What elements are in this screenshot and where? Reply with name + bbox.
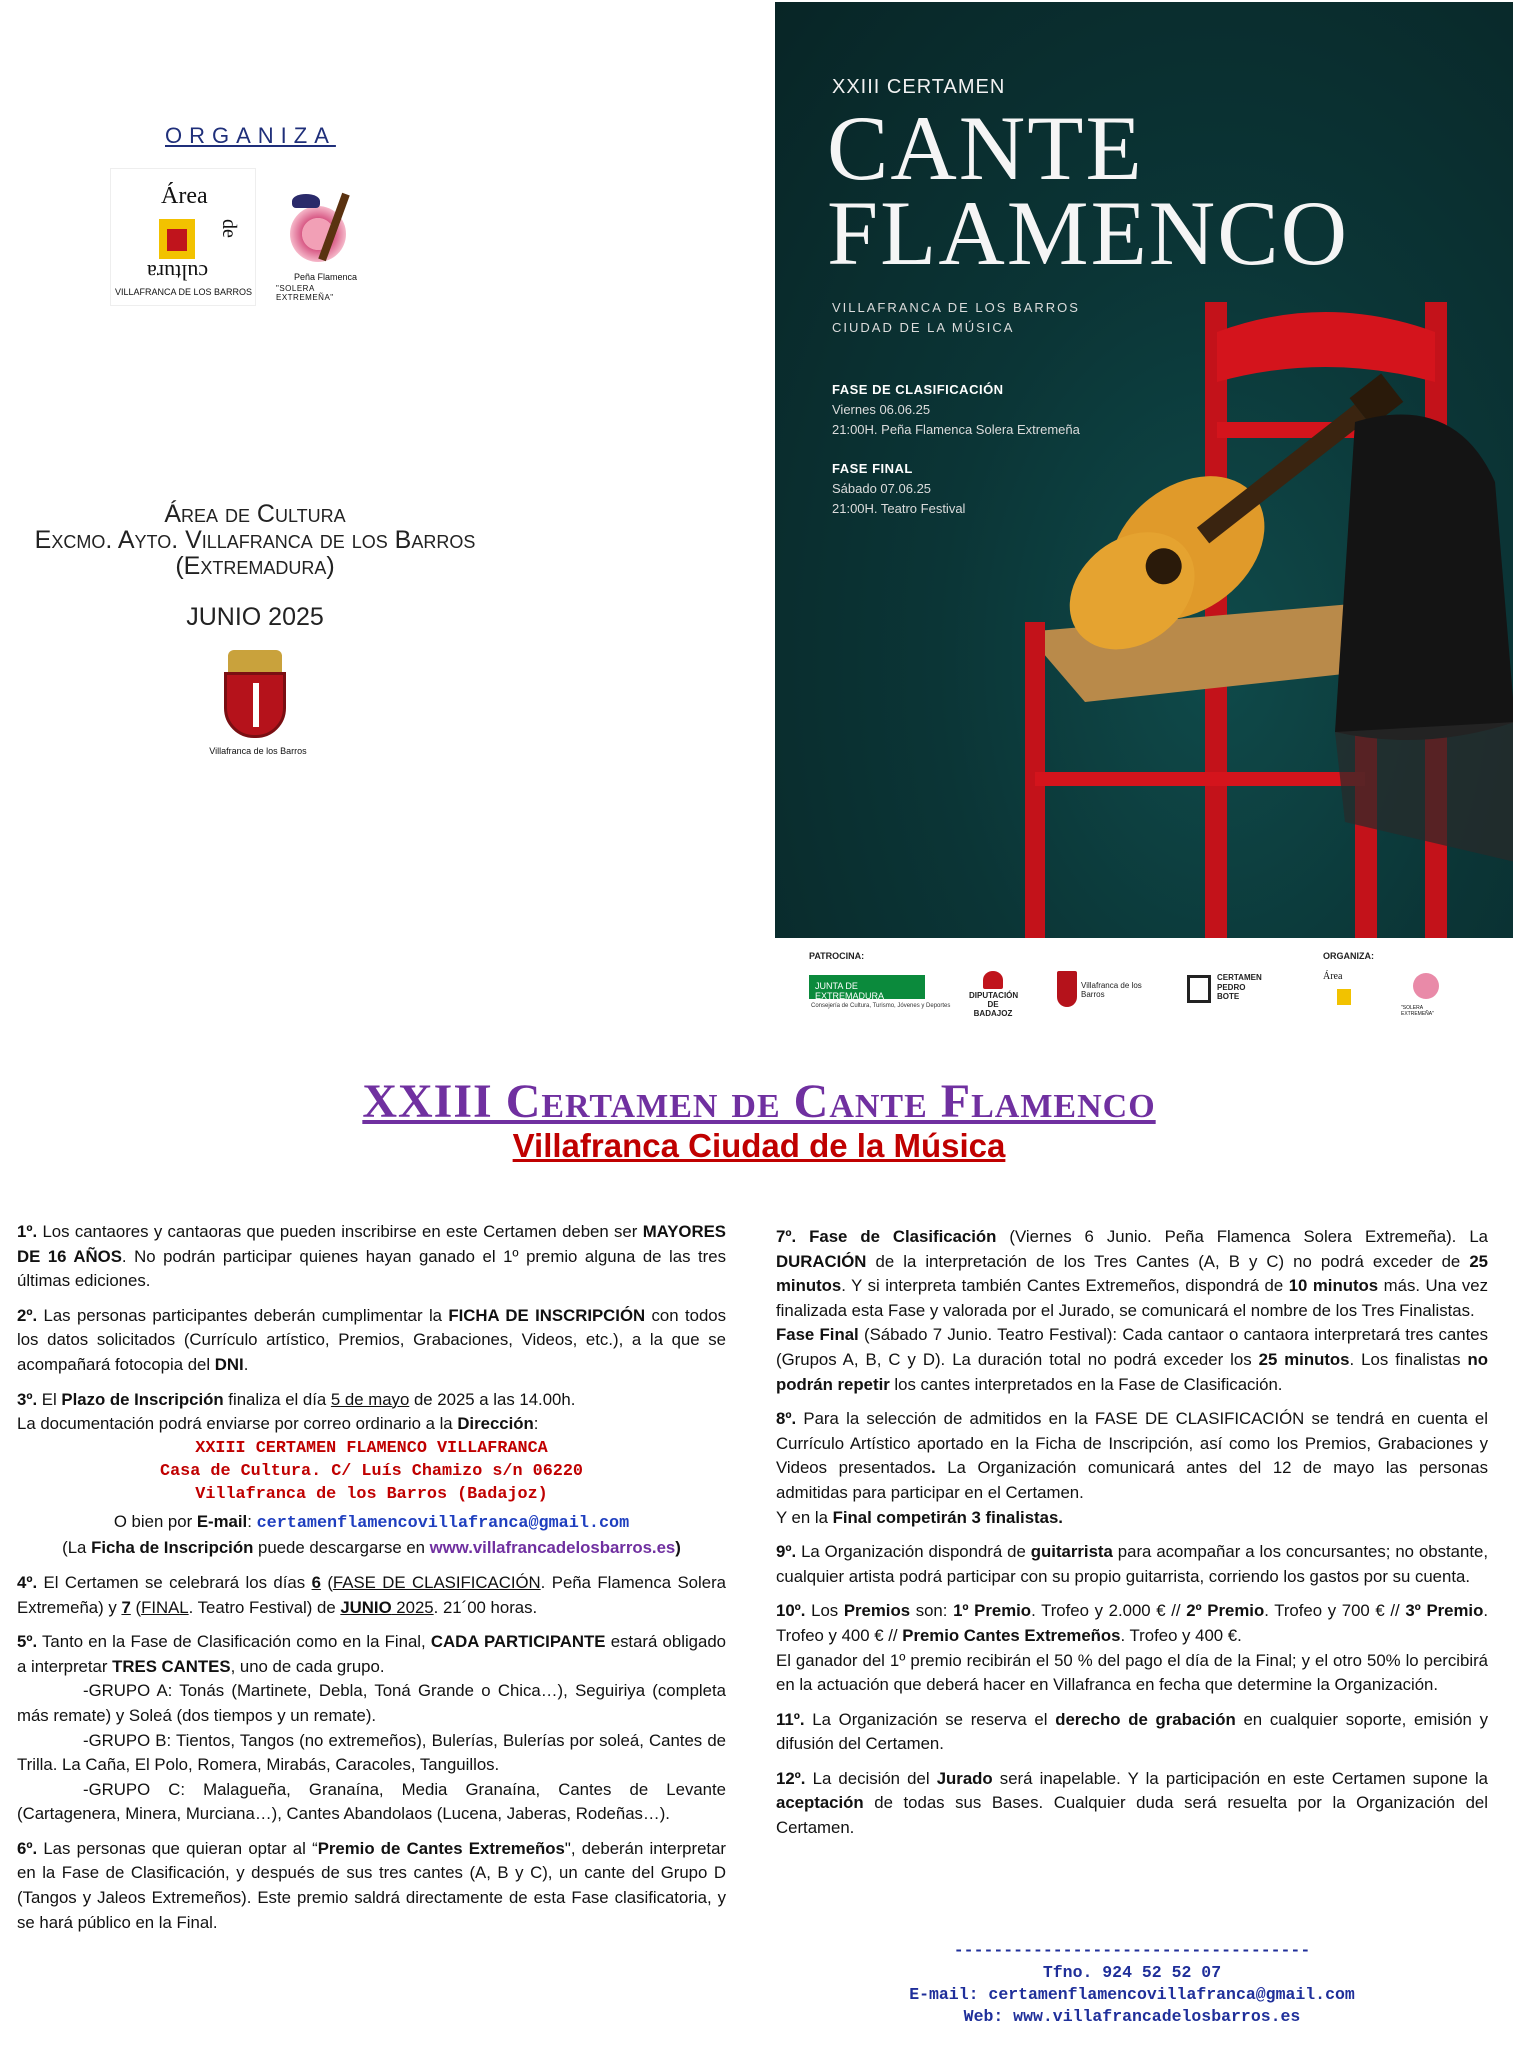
- rule-text: . Los finalistas: [1349, 1349, 1468, 1369]
- organiza-label: ORGANIZA:: [1323, 951, 1374, 961]
- rule-text: :: [247, 1511, 257, 1531]
- hat-icon: [292, 194, 320, 208]
- rule-emphasis: CADA PARTICIPANTE: [430, 1632, 606, 1652]
- rule-text: será inapelable. Y la participación en este Certamen supone la: [992, 1768, 1489, 1788]
- rule-text: para acompañar a los concursantes; no obstante, cualquier artista podrá participar con su propio guitarrista, corriendo los gastos por su cuenta.: [776, 1542, 1488, 1586]
- town-coat-of-arms: [209, 650, 307, 760]
- region-line: (Extremadura): [175, 552, 335, 580]
- rule-text: . No podrán participar quienes hayan ganado el 1º premio alguna de las tres últimas ediciones.: [17, 1246, 726, 1291]
- poster-fase2-place: 21:00H. Teatro Festival: [832, 501, 966, 516]
- contact-block: [776, 1940, 1488, 2028]
- rule-text: (Viernes 6 Junio. Peña Flamenca Solera Extremeña). La: [996, 1227, 1488, 1246]
- rule-emphasis: 2º Premio: [1186, 1601, 1265, 1621]
- rule-text: .: [243, 1354, 249, 1374]
- rule-text: los cantes interpretados en la Fase de Clasificación.: [889, 1374, 1283, 1394]
- rule-emphasis: FICHA DE INSCRIPCIÓN: [448, 1305, 646, 1325]
- rule-5: [17, 1630, 726, 1827]
- rule-emphasis: 6: [311, 1572, 321, 1592]
- edition-date: JUNIO 2025: [186, 603, 324, 631]
- sponsors-strip: [775, 945, 1513, 1045]
- pedro-bote-caption: CERTAMEN PEDRO BOTE: [1217, 973, 1262, 1002]
- pena-mini-logo: [1401, 971, 1451, 1021]
- rule-number: 8º.: [776, 1409, 797, 1429]
- grupo-c: -GRUPO C: Malagueña, Granaína, Media Granaína, Cantes de Levante (Cartagenera, Minera, Murciana…), Cantes Abandolaos (Lucena, Jaberas, Rodeñas…).: [17, 1779, 726, 1824]
- ayuntamiento-shield-icon: [1057, 971, 1077, 1007]
- main-subtitle: Villafranca Ciudad de la Música: [512, 1127, 1006, 1164]
- piano-icon: [1187, 975, 1211, 1003]
- rule-number: 5º.: [17, 1632, 38, 1652]
- poster-fase1-place: 21:00H. Peña Flamenca Solera Extremeña: [832, 422, 1080, 437]
- contact-phone[interactable]: Tfno. 924 52 52 07: [1042, 1963, 1222, 1982]
- contact-email[interactable]: E-mail: certamenflamencovillafranca@gmail.com: [909, 1985, 1355, 2004]
- rule-number: 11º.: [776, 1709, 805, 1729]
- rule-emphasis: 25 minutos: [1258, 1349, 1350, 1369]
- rule-number: 1º.: [17, 1222, 38, 1241]
- prize-payment-note: El ganador del 1º premio recibirán el 50 % del pago el día de la Final; y el otro 50% lo percibirá en la actuación que deberá hacer en Villafranca en fecha que determine la Organización.: [776, 1650, 1488, 1695]
- rule-emphasis: Final competirán 3 finalistas.: [832, 1507, 1063, 1527]
- logo-word-cultura: cultura: [147, 260, 209, 285]
- rule-number: 2º.: [17, 1305, 38, 1325]
- poster-certamen: XXIII CERTAMEN: [832, 76, 1006, 98]
- chair-stretcher: [1035, 772, 1365, 786]
- rule-emphasis: TRES CANTES: [112, 1656, 231, 1676]
- grupo-b: -GRUPO B: Tientos, Tangos (no extremeños), Bulerías, Bulerías por soleá, Cantes de Trilla. La Caña, El Polo, Romera, Mirabás, Caracoles, Tanguillos.: [17, 1730, 726, 1775]
- rule-4: [17, 1571, 726, 1620]
- main-title: XXIII Certamen de Cante Flamenco: [362, 1075, 1156, 1128]
- rule-emphasis: Premio Cantes Extremeños: [902, 1625, 1121, 1645]
- logo-word-area: Área: [161, 183, 208, 209]
- rule-text: . Peña Flamenca Solera Extremeña) y: [17, 1572, 726, 1617]
- rule-number: 10º.: [776, 1601, 806, 1621]
- chair-guitar-illustration: [955, 302, 1513, 938]
- organiza-heading: ORGANIZA: [165, 123, 336, 148]
- rule-emphasis: Premios: [843, 1601, 911, 1621]
- certamen-pedro-bote-logo: [1187, 973, 1267, 1009]
- rule-text: de la interpretación de los Tres Cantes (A, B y C) no podrá exceder de: [866, 1251, 1470, 1271]
- rule-text: (La: [62, 1538, 92, 1558]
- rule-text: son:: [910, 1601, 954, 1621]
- diputacion-emblem-icon: [983, 971, 1003, 989]
- rule-text: 2025: [391, 1597, 434, 1617]
- pena-caption-2: "SOLERA EXTREMEÑA": [276, 284, 334, 302]
- shawl-icon: [1335, 415, 1513, 741]
- rule-8: [776, 1407, 1488, 1530]
- contact-divider: ------------------------------------: [953, 1941, 1311, 1960]
- rule-emphasis: DNI: [214, 1354, 244, 1374]
- rule-text: . Trofeo y 400 €.: [1120, 1625, 1242, 1645]
- postal-address-line-2: Casa de Cultura. C/ Luís Chamizo s/n 06220: [160, 1461, 583, 1481]
- mini-pena-caption: "SOLERA EXTREMEÑA": [1401, 1005, 1434, 1017]
- rule-emphasis: 3º Premio: [1405, 1601, 1484, 1621]
- rule-3: [17, 1388, 726, 1561]
- rule-text: Tanto en la Fase de Clasificación como en la Final,: [37, 1632, 431, 1652]
- rule-text: La Organización comunicará antes del 12 de mayo las personas admitidas para participar en el Certamen.: [776, 1458, 1488, 1502]
- rule-text: . Y si interpreta también Cantes Extremeños, dispondrá de: [841, 1276, 1289, 1296]
- mini-logo-word: Área: [1323, 971, 1343, 982]
- area-cultura-line: Área de Cultura: [164, 500, 346, 528]
- rule-text: Y en la: [776, 1507, 833, 1527]
- rule-emphasis: derecho de grabación: [1055, 1709, 1236, 1729]
- rule-10: [776, 1599, 1488, 1697]
- junta-extremadura-caption: Consejería de Cultura, Turismo, Jóvenes y Deportes: [811, 1003, 951, 1009]
- patrocina-label: PATROCINA:: [809, 951, 865, 961]
- diputacion-badajoz-logo: [969, 971, 1019, 1018]
- rule-text: Las personas que quieran optar al “: [37, 1838, 318, 1858]
- grupo-a: -GRUPO A: Tonás (Martinete, Debla, Toná Grande o Chica…), Seguiriya (completa más remate) y Soleá (dos tiempos y un remate).: [17, 1681, 726, 1725]
- rule-text: La Organización dispondrá de: [796, 1542, 1031, 1562]
- contact-web[interactable]: Web: www.villafrancadelosbarros.es: [963, 2007, 1301, 2026]
- ayuntamiento-logo: [1057, 971, 1157, 1011]
- rule-text: . Trofeo y 2.000 € //: [1031, 1601, 1187, 1621]
- rule-emphasis: Plazo de Inscripción: [61, 1389, 224, 1409]
- pena-caption-1: Peña Flamenca: [294, 272, 358, 282]
- coat-of-arms-caption: Villafranca de los Barros: [209, 746, 307, 756]
- poster-fase1-title: FASE DE CLASIFICACIÓN: [832, 382, 1004, 397]
- poster-subtitle-1: VILLAFRANCA DE LOS BARROS: [832, 300, 1080, 315]
- rule-emphasis: aceptación: [776, 1793, 864, 1813]
- junta-extremadura-logo: JUNTA DE EXTREMADURA: [809, 975, 925, 999]
- poster-fase2-date: Sábado 07.06.25: [832, 481, 932, 496]
- rule-text: (: [320, 1572, 333, 1592]
- rule-text: ): [675, 1538, 681, 1558]
- rule-1: [17, 1220, 726, 1294]
- rules-left-column: [17, 1220, 726, 1945]
- rule-text: de 2025 a las 14.00h.: [409, 1389, 576, 1409]
- rule-text: más. Una vez finalizada esta Fase y valorada por el Jurado, se comunicará el nombre de los Tres Finalistas.: [776, 1276, 1488, 1320]
- rule-text: (: [130, 1597, 142, 1617]
- rule-text: ", deberán interpretar en la Fase de Clasificación, y después de sus tres cantes (A, B y C), un cante del Grupo D (Tangos y Jaleos Extremeños). Este premio saldrá directamente de esta Fase clasificatoria, y se hará público en la Final.: [17, 1838, 727, 1932]
- rule-text: La documentación podrá enviarse por correo ordinario a la: [17, 1414, 458, 1434]
- postal-address-line-3: Villafranca de los Barros (Badajoz): [195, 1484, 548, 1504]
- rule-text: :: [533, 1414, 539, 1434]
- rule-text: El Certamen se celebrará los días: [37, 1572, 312, 1592]
- rule-text: La decisión del: [805, 1768, 937, 1788]
- rule-text: estará obligado a interpretar: [17, 1632, 727, 1676]
- rule-emphasis: 10 minutos: [1288, 1276, 1379, 1296]
- deadline-date: 5 de mayo: [330, 1389, 410, 1409]
- rule-2: [17, 1304, 726, 1378]
- rule-emphasis: Ficha de Inscripción: [91, 1538, 254, 1558]
- rule-text: FINAL: [141, 1597, 189, 1617]
- rule-emphasis: Fase de Clasificación: [809, 1227, 997, 1246]
- rule-text: Los: [805, 1601, 844, 1621]
- rule-text: en cualquier soporte, emisión y difusión del Certamen.: [776, 1709, 1488, 1754]
- rule-text: La Organización se reserva el: [804, 1709, 1056, 1729]
- website-link[interactable]: www.villafrancadelosbarros.es: [429, 1538, 676, 1558]
- rule-emphasis: Jurado: [936, 1768, 993, 1788]
- rule-12: [776, 1767, 1488, 1841]
- rule-text: El: [37, 1389, 62, 1409]
- rule-text: .: [930, 1458, 936, 1478]
- rule-number: 12º.: [776, 1768, 806, 1788]
- rule-text: , uno de cada grupo.: [230, 1656, 385, 1676]
- rule-emphasis: guitarrista: [1030, 1542, 1113, 1562]
- rule-text: Para la selección de admitidos en la FASE DE CLASIFICACIÓN se tendrá en cuenta el Currículo Artístico aportado en la Ficha de Inscripción, así como los Premios, Grabaciones y Videos presentados: [776, 1409, 1488, 1478]
- rule-text: de todas sus Bases. Cualquier duda será resuelta por la Organización del Certamen.: [776, 1793, 1488, 1838]
- logo-word-de: de: [217, 219, 240, 238]
- rule-text: . Teatro Festival) de: [188, 1597, 341, 1617]
- rule-emphasis: 25 minutos: [776, 1251, 1488, 1296]
- rule-11: [776, 1708, 1488, 1757]
- rule-emphasis: DURACIÓN: [776, 1251, 867, 1271]
- event-poster: [775, 2, 1513, 938]
- rule-text: . Trofeo y 400 € //: [776, 1601, 1489, 1645]
- rule-7: [776, 1225, 1488, 1397]
- area-cultura-mini-logo: [1323, 971, 1371, 1021]
- rule-emphasis: 7: [121, 1597, 131, 1617]
- rule-text: [796, 1227, 809, 1246]
- rule-emphasis: JUNIO: [340, 1597, 392, 1617]
- dancer-icon: [159, 219, 195, 259]
- rule-text: Las personas participantes deberán cumplimentar la: [37, 1305, 449, 1325]
- rule-emphasis: Dirección: [457, 1414, 534, 1434]
- mini-fan-icon: [1413, 973, 1439, 999]
- pena-flamenca-logo: [272, 192, 368, 300]
- crown-icon: [228, 650, 282, 672]
- rule-emphasis: no podrán repetir: [776, 1349, 1489, 1394]
- poster-fase1-date: Viernes 06.06.25: [832, 402, 931, 417]
- rule-number: 3º.: [17, 1389, 38, 1409]
- rule-emphasis: E-mail: [196, 1511, 248, 1531]
- rules-right-column: [776, 1225, 1488, 1851]
- rule-emphasis: MAYORES DE 16 AÑOS: [17, 1222, 726, 1266]
- rule-text: finaliza el día: [223, 1389, 331, 1409]
- organizers-panel: [0, 0, 510, 800]
- rule-emphasis: 1º Premio: [953, 1601, 1032, 1621]
- rule-6: [17, 1837, 726, 1935]
- rule-text: . Trofeo y 700 € //: [1264, 1601, 1406, 1621]
- rule-emphasis: Fase Final: [776, 1325, 859, 1345]
- rule-text: (Sábado 7 Junio. Teatro Festival): Cada cantaor o cantaora interpretará tres cantes (Grupos A, B, C y D). La duración total no podrá exceder los: [776, 1325, 1489, 1369]
- poster-title-line2: FLAMENCO: [827, 182, 1350, 284]
- mini-dancer-icon: [1337, 989, 1351, 1005]
- rule-text: Los cantaores y cantaoras que pueden inscribirse en este Certamen deben ser: [37, 1222, 643, 1241]
- rule-9: [776, 1540, 1488, 1589]
- rule-text: puede descargarse en: [253, 1538, 430, 1558]
- area-de-cultura-logo: [110, 168, 256, 306]
- ayuntamiento-line: Excmo. Ayto. Villafranca de los Barros: [34, 526, 476, 554]
- rule-number: 7º.: [776, 1227, 797, 1246]
- rule-text: . 21´00 horas.: [433, 1597, 538, 1617]
- chair-backrest: [1217, 312, 1435, 382]
- poster-title-line1: CANTE: [827, 97, 1144, 199]
- poster-subtitle-2: CIUDAD DE LA MÚSICA: [832, 320, 1015, 335]
- rule-number: 6º.: [17, 1838, 38, 1858]
- ayuntamiento-caption: Villafranca de los Barros: [1081, 981, 1142, 999]
- rule-number: 9º.: [776, 1542, 797, 1562]
- rule-text: con todos los datos solicitados (Currículo artístico, Premios, Grabaciones, Videos, etc.), a la que se acompañará fotocopia del: [17, 1305, 727, 1374]
- rule-emphasis: Premio de Cantes Extremeños: [317, 1838, 565, 1858]
- poster-fase2-title: FASE FINAL: [832, 461, 913, 476]
- rule-text: O bien por: [113, 1511, 197, 1531]
- rule-text: FASE DE CLASIFICACIÓN: [332, 1572, 541, 1592]
- email-link[interactable]: certamenflamencovillafranca@gmail.com: [256, 1513, 630, 1533]
- shield-icon: [224, 672, 286, 738]
- logo-caption: VILLAFRANCA DE LOS BARROS: [115, 287, 253, 297]
- diputacion-caption: DIPUTACIÓN DE BADAJOZ: [969, 991, 1019, 1018]
- rule-number: 4º.: [17, 1572, 38, 1592]
- postal-address-line-1: XXIII CERTAMEN FLAMENCO VILLAFRANCA: [195, 1438, 548, 1458]
